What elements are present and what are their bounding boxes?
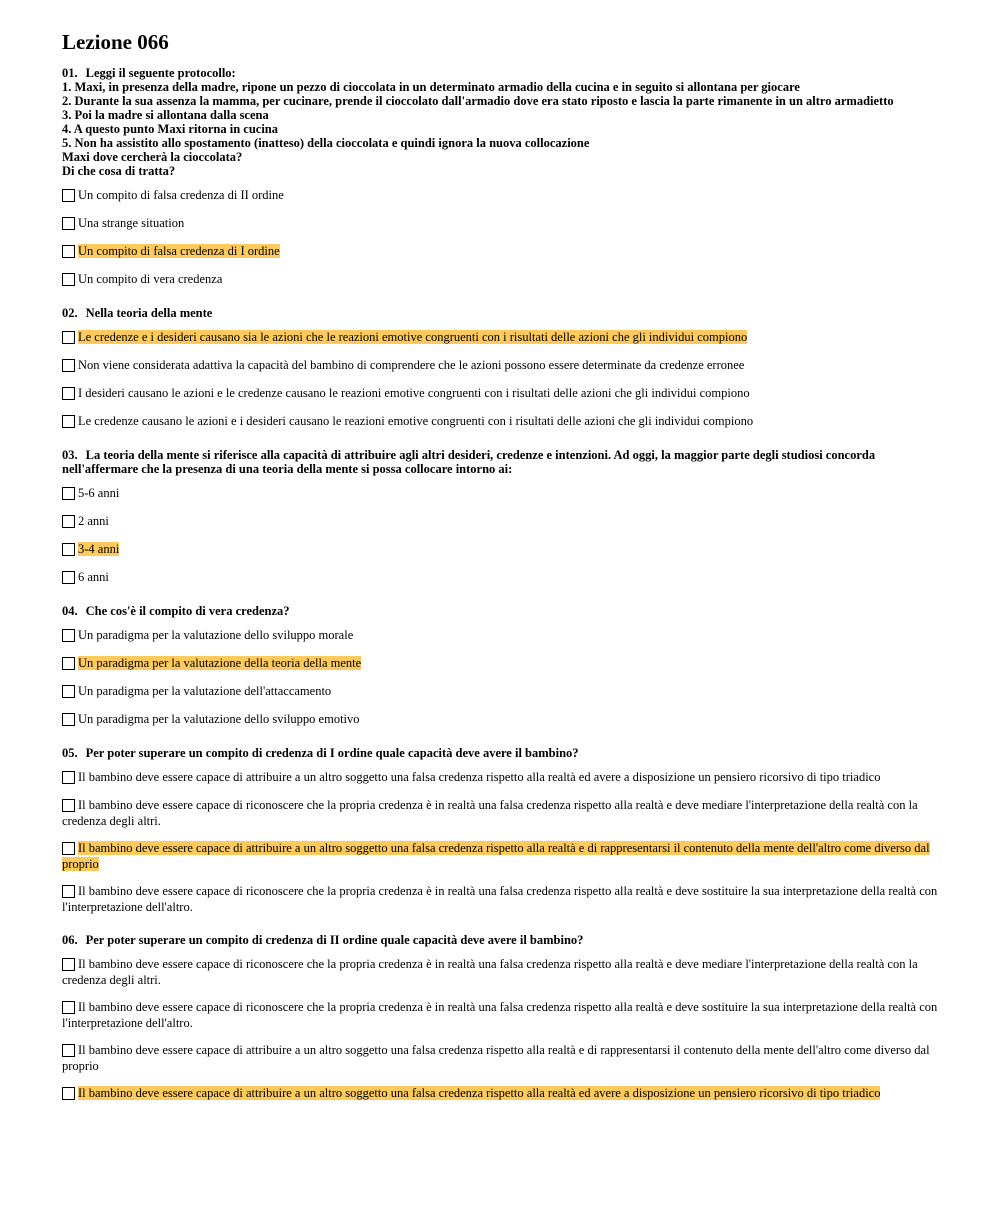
question-line-text: Per poter superare un compito di credenza di II ordine quale capacità deve avere il bambino? — [85, 933, 584, 947]
answer-option[interactable] — [62, 798, 942, 829]
answer-option-label: Non viene considerata adattiva la capacità del bambino di comprendere che le azioni possono essere determinate da credenze erronee — [78, 358, 745, 372]
answer-option[interactable] — [62, 216, 942, 232]
answer-option-label: Il bambino deve essere capace di attribuire a un altro soggetto una falsa credenza rispetto alla realtà e di rappresentarsi il contenuto della mente dell'altro come diverso dal proprio — [62, 1043, 930, 1073]
question-line — [62, 66, 942, 80]
question-block — [62, 604, 942, 728]
checkbox-icon[interactable] — [62, 487, 75, 500]
question-line-text: Leggi il seguente protocollo: — [85, 66, 236, 80]
checkbox-icon[interactable] — [62, 657, 75, 670]
question-block — [62, 746, 942, 915]
checkbox-icon[interactable] — [62, 685, 75, 698]
answer-option-label: Il bambino deve essere capace di riconoscere che la propria credenza è in realtà una falsa credenza rispetto alla realtà e deve sostituire la sua interpretazione della realtà con l'interpretazione dell'altro. — [62, 1000, 938, 1030]
answer-option-label: 5-6 anni — [78, 486, 120, 500]
checkbox-icon[interactable] — [62, 1044, 75, 1057]
answer-option-label: Un compito di vera credenza — [78, 272, 223, 286]
question-list — [62, 66, 942, 1102]
answer-option[interactable] — [62, 957, 942, 988]
question-number: 03. — [62, 448, 78, 462]
answer-option-highlighted[interactable] — [62, 542, 942, 558]
answer-option-highlighted[interactable] — [62, 841, 942, 872]
answer-options — [62, 957, 942, 1102]
answer-option[interactable] — [62, 884, 942, 915]
question-line-text: 1. Maxi, in presenza della madre, ripone un pezzo di cioccolata in un determinato armadio della cucina e in seguito si allontana per giocare — [62, 80, 800, 94]
checkbox-icon[interactable] — [62, 958, 75, 971]
question-number: 06. — [62, 933, 78, 947]
answer-option-label: Il bambino deve essere capace di riconoscere che la propria credenza è in realtà una falsa credenza rispetto alla realtà e deve sostituire la sua interpretazione della realtà con l'interpretazione dell'altro. — [62, 884, 938, 914]
question-line — [62, 94, 942, 108]
question-line-text: 4. A questo punto Maxi ritorna in cucina — [62, 122, 278, 136]
document-page — [62, 30, 942, 1120]
question-line — [62, 933, 942, 947]
question-line — [62, 448, 942, 476]
question-number: 01. — [62, 66, 78, 80]
checkbox-icon[interactable] — [62, 842, 75, 855]
answer-option-label: Un paradigma per la valutazione dello sviluppo emotivo — [78, 712, 360, 726]
checkbox-icon[interactable] — [62, 189, 75, 202]
answer-option-label: Le credenze causano le azioni e i desideri causano le reazioni emotive congruenti con i risultati delle azioni che gli individui compiono — [78, 414, 754, 428]
checkbox-icon[interactable] — [62, 515, 75, 528]
answer-options — [62, 330, 942, 430]
question-number: 02. — [62, 306, 78, 320]
question-line-text: Che cos'è il compito di vera credenza? — [85, 604, 290, 618]
answer-option-highlighted[interactable] — [62, 244, 942, 260]
question-line-text: Per poter superare un compito di credenza di I ordine quale capacità deve avere il bambino? — [85, 746, 579, 760]
question-block — [62, 66, 942, 288]
answer-option-label: Un compito di falsa credenza di II ordine — [78, 188, 284, 202]
question-block — [62, 933, 942, 1102]
checkbox-icon[interactable] — [62, 217, 75, 230]
answer-option-label: Un paradigma per la valutazione della teoria della mente — [78, 656, 362, 670]
answer-option[interactable] — [62, 628, 942, 644]
question-line-text: Maxi dove cercherà la cioccolata? — [62, 150, 243, 164]
answer-option-label: Un compito di falsa credenza di I ordine — [78, 244, 280, 258]
question-line — [62, 164, 942, 178]
question-line-text: 5. Non ha assistito allo spostamento (inatteso) della cioccolata e quindi ignora la nuova collocazione — [62, 136, 590, 150]
question-text — [62, 933, 942, 947]
answer-option-highlighted[interactable] — [62, 330, 942, 346]
question-block — [62, 306, 942, 430]
answer-options — [62, 628, 942, 728]
answer-option[interactable] — [62, 486, 942, 502]
question-text — [62, 746, 942, 760]
answer-option-label: Il bambino deve essere capace di attribuire a un altro soggetto una falsa credenza rispetto alla realtà ed avere a disposizione un pensiero ricorsivo di tipo triadico — [78, 770, 881, 784]
answer-option-label: 2 anni — [78, 514, 109, 528]
answer-option[interactable] — [62, 684, 942, 700]
checkbox-icon[interactable] — [62, 359, 75, 372]
answer-option-label: Il bambino deve essere capace di attribuire a un altro soggetto una falsa credenza rispetto alla realtà ed avere a disposizione un pensiero ricorsivo di tipo triadico — [78, 1086, 881, 1100]
answer-option[interactable] — [62, 1000, 942, 1031]
answer-option[interactable] — [62, 514, 942, 530]
answer-option-label: Il bambino deve essere capace di riconoscere che la propria credenza è in realtà una falsa credenza rispetto alla realtà e deve mediare l'interpretazione della realtà con la credenza degli altri. — [62, 798, 918, 828]
checkbox-icon[interactable] — [62, 331, 75, 344]
question-number: 05. — [62, 746, 78, 760]
question-line — [62, 746, 942, 760]
answer-option-label: Una strange situation — [78, 216, 185, 230]
answer-option[interactable] — [62, 414, 942, 430]
answer-option[interactable] — [62, 570, 942, 586]
answer-option-label: Le credenze e i desideri causano sia le azioni che le reazioni emotive congruenti con i risultati delle azioni che gli individui compiono — [78, 330, 748, 344]
question-line-text: Nella teoria della mente — [85, 306, 213, 320]
answer-option-label: Il bambino deve essere capace di attribuire a un altro soggetto una falsa credenza rispetto alla realtà e di rappresentarsi il contenuto della mente dell'altro come diverso dal proprio — [62, 841, 930, 871]
question-text — [62, 604, 942, 618]
checkbox-icon[interactable] — [62, 885, 75, 898]
checkbox-icon[interactable] — [62, 387, 75, 400]
question-number: 04. — [62, 604, 78, 618]
page-title: Lezione 066 — [62, 30, 169, 54]
question-text — [62, 66, 942, 178]
question-line-text: Di che cosa di tratta? — [62, 164, 176, 178]
answer-option-label: Il bambino deve essere capace di riconoscere che la propria credenza è in realtà una falsa credenza rispetto alla realtà e deve mediare l'interpretazione della realtà con la credenza degli altri. — [62, 957, 918, 987]
checkbox-icon[interactable] — [62, 273, 75, 286]
question-line — [62, 108, 942, 122]
question-block — [62, 448, 942, 586]
answer-option-highlighted[interactable] — [62, 656, 942, 672]
answer-option-label: 3-4 anni — [78, 542, 120, 556]
question-text — [62, 448, 942, 476]
answer-option[interactable] — [62, 770, 942, 786]
question-line-text: 2. Durante la sua assenza la mamma, per cucinare, prende il cioccolato dall'armadio dove era stato riposto e lascia la parte rimanente in un altro armadietto — [62, 94, 894, 108]
question-line — [62, 306, 942, 320]
answer-option[interactable] — [62, 188, 942, 204]
answer-option[interactable] — [62, 712, 942, 728]
checkbox-icon[interactable] — [62, 1087, 75, 1100]
question-line — [62, 122, 942, 136]
answer-options — [62, 770, 942, 915]
answer-option[interactable] — [62, 272, 942, 288]
checkbox-icon[interactable] — [62, 543, 75, 556]
checkbox-icon[interactable] — [62, 629, 75, 642]
question-text — [62, 306, 942, 320]
question-line-text: 3. Poi la madre si allontana dalla scena — [62, 108, 269, 122]
checkbox-icon[interactable] — [62, 799, 75, 812]
checkbox-icon[interactable] — [62, 1001, 75, 1014]
checkbox-icon[interactable] — [62, 245, 75, 258]
answer-option[interactable] — [62, 358, 942, 374]
answer-option-highlighted[interactable] — [62, 1086, 942, 1102]
question-line-text: La teoria della mente si riferisce alla capacità di attribuire agli altri desideri, credenze e intenzioni. Ad oggi, la maggior parte degli studiosi concorda nell'affermare che la presenza di una teoria della mente si possa collocare intorno ai: — [62, 448, 876, 476]
answer-option[interactable] — [62, 386, 942, 402]
question-line — [62, 136, 942, 150]
question-line — [62, 80, 942, 94]
answer-option-label: 6 anni — [78, 570, 109, 584]
checkbox-icon[interactable] — [62, 571, 75, 584]
answer-option-label: Un paradigma per la valutazione dell'attaccamento — [78, 684, 332, 698]
question-line — [62, 604, 942, 618]
answer-option[interactable] — [62, 1043, 942, 1074]
answer-options — [62, 486, 942, 586]
checkbox-icon[interactable] — [62, 415, 75, 428]
answer-option-label: Un paradigma per la valutazione dello sviluppo morale — [78, 628, 354, 642]
question-line — [62, 150, 942, 164]
answer-options — [62, 188, 942, 288]
checkbox-icon[interactable] — [62, 713, 75, 726]
answer-option-label: I desideri causano le azioni e le credenze causano le reazioni emotive congruenti con i risultati delle azioni che gli individui compiono — [78, 386, 750, 400]
checkbox-icon[interactable] — [62, 771, 75, 784]
